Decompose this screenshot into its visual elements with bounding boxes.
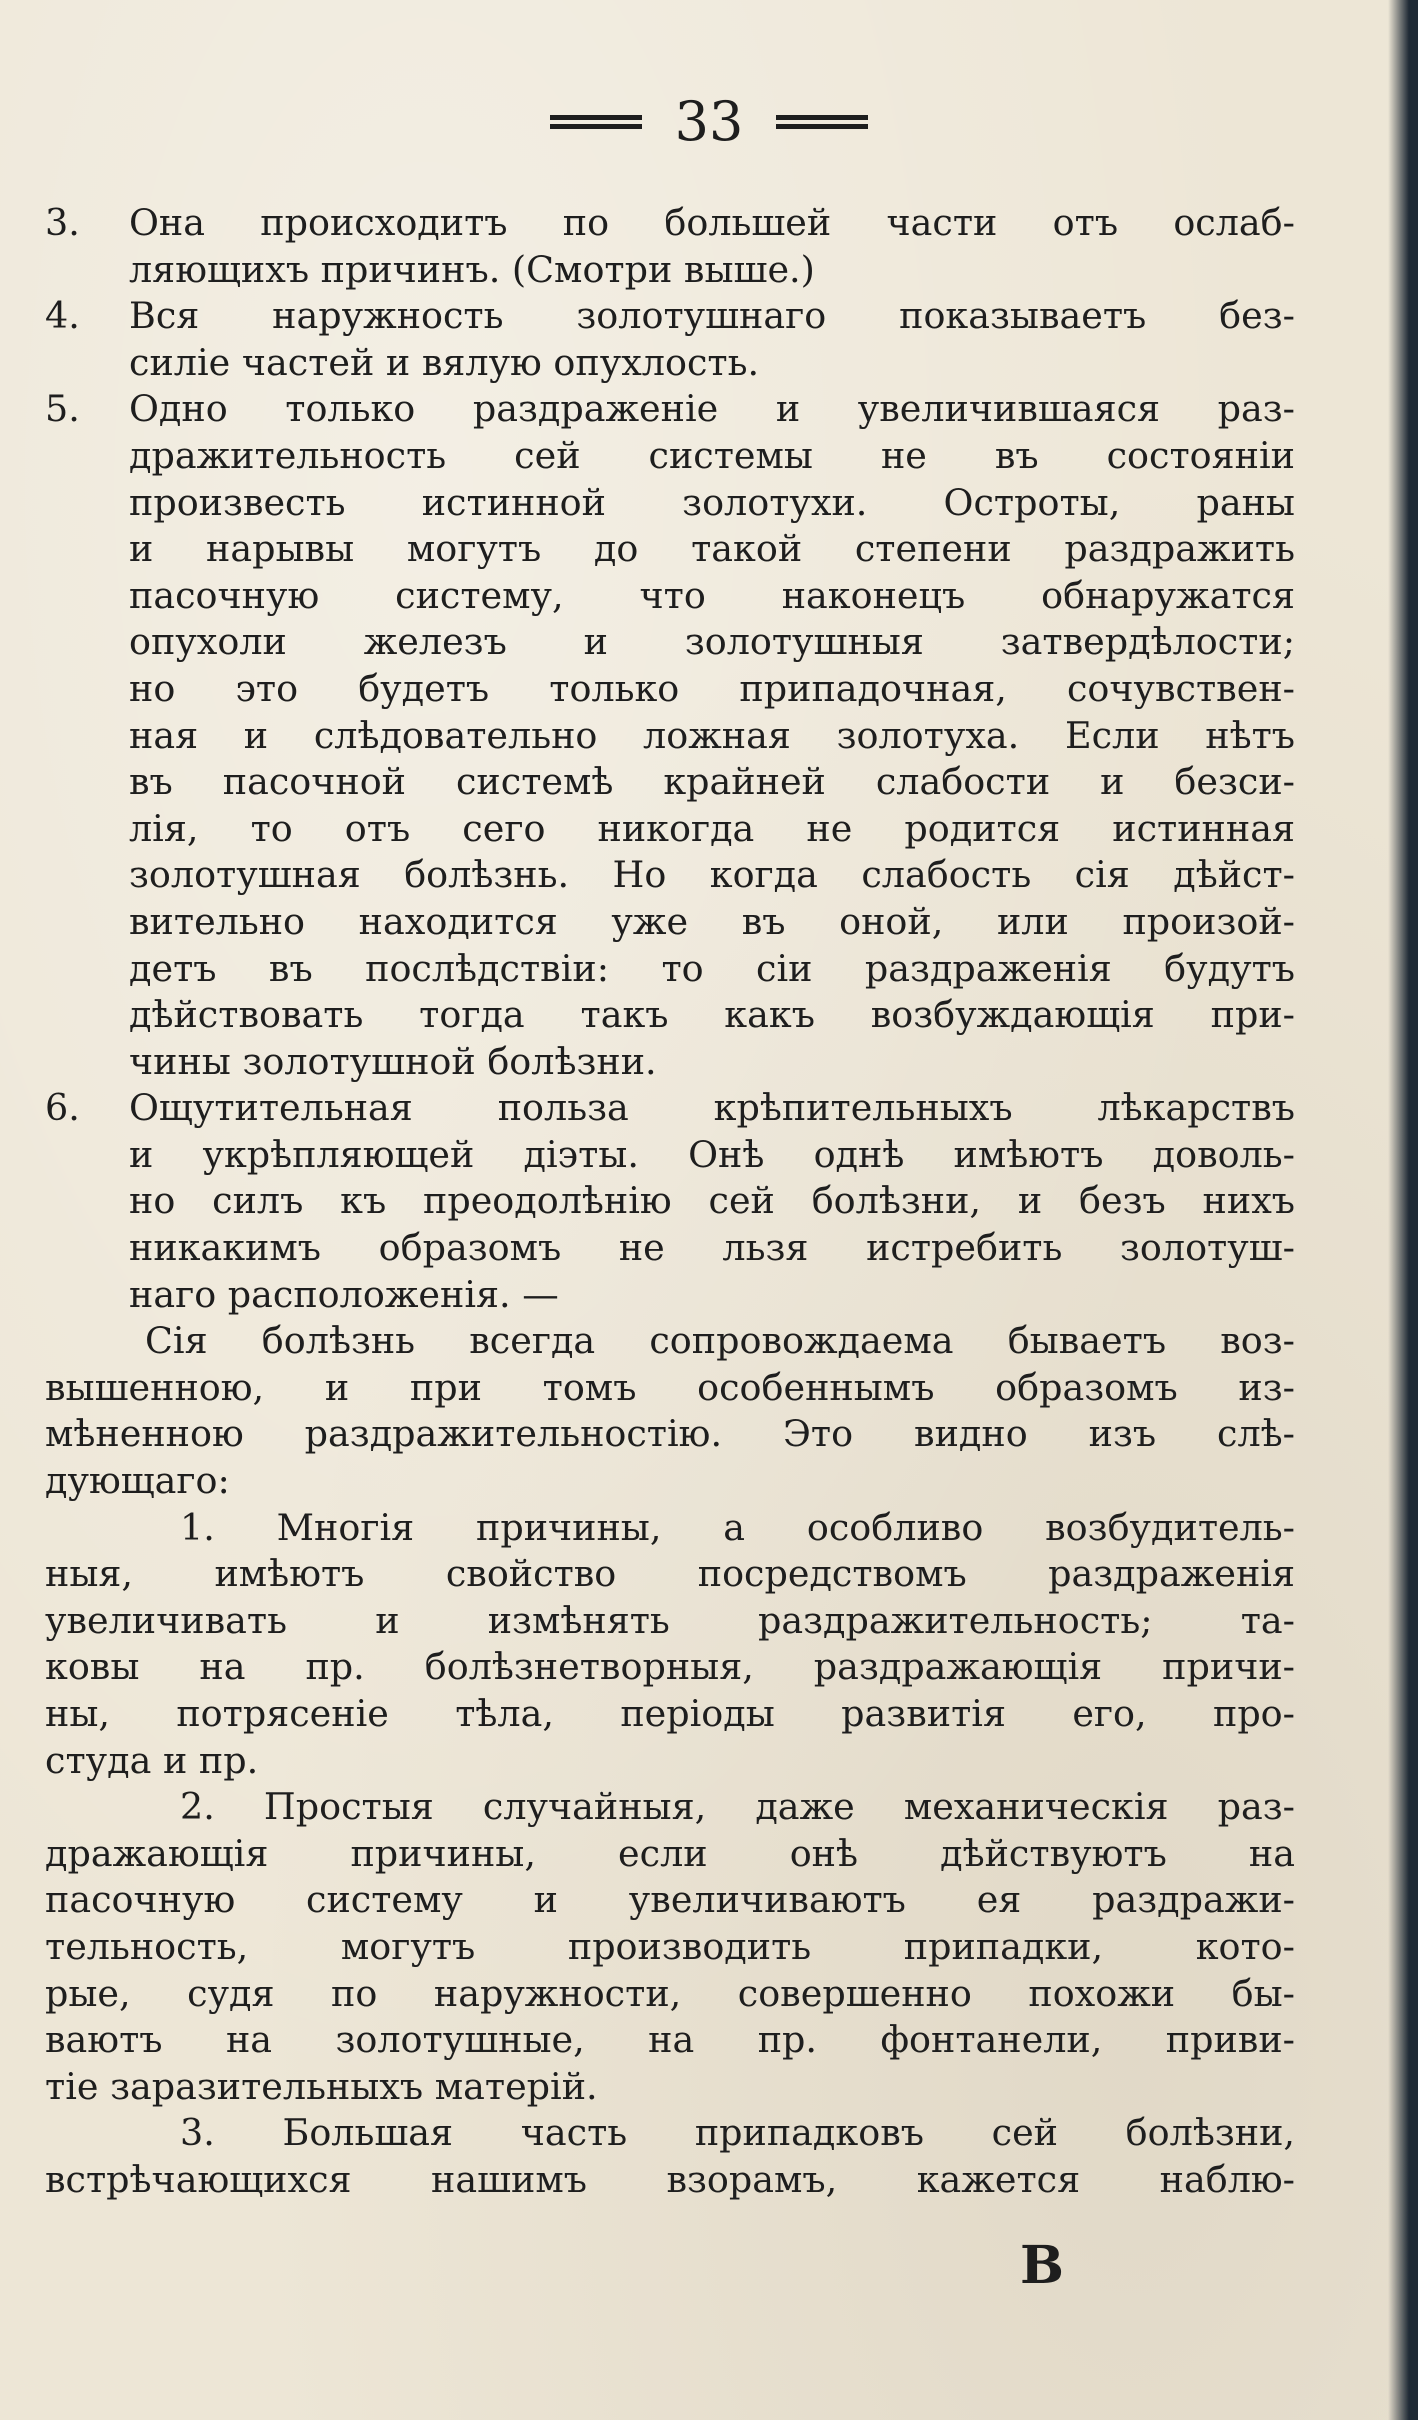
text-line (45, 386, 1295, 433)
text-line (45, 1738, 1295, 1785)
text-line (45, 1272, 1295, 1319)
line-text: чины золотушной болѣзни. (129, 1039, 657, 1083)
line-text: вышенною, и при томъ особеннымъ образомъ из- (45, 1365, 1295, 1409)
text-line (45, 1877, 1295, 1924)
text-line (45, 526, 1295, 573)
line-text: ныя, имѣютъ свойство посредствомъ раздраженія (45, 1552, 1295, 1596)
line-text: наго расположенія. — (129, 1272, 559, 1316)
text-line (45, 1551, 1295, 1598)
line-text: пасочную систему и увеличиваютъ ея раздражи- (45, 1878, 1295, 1922)
text-line (45, 1085, 1295, 1132)
line-text: мѣненною раздражительностію. Это видно изъ слѣ- (45, 1412, 1295, 1456)
line-text: пасочную систему, что наконецъ обнаружатся (129, 573, 1295, 617)
text-line (45, 200, 1295, 247)
line-text: тіе заразительныхъ матерій. (45, 2064, 598, 2108)
text-line (45, 852, 1295, 899)
text-line (45, 1411, 1295, 1458)
text-line (45, 1924, 1295, 1971)
text-line (45, 1598, 1295, 1645)
item-number: 5. (45, 387, 80, 431)
line-text: ляющихъ причинъ. (Смотри выше.) (129, 247, 815, 291)
header-rule-left (550, 115, 642, 129)
signature-mark: B (1020, 2235, 1064, 2296)
line-text: Ощутительная польза крѣпительныхъ лѣкарствъ (129, 1086, 1295, 1130)
line-text: студа и пр. (45, 1738, 259, 1782)
text-line (45, 433, 1295, 480)
line-text: произвесть истинной золотухи. Остроты, раны (129, 480, 1295, 524)
line-text: дражительность сей системы не въ состояніи (129, 433, 1295, 477)
line-text: но это будетъ только припадочная, сочувствен- (129, 666, 1295, 710)
text-line (45, 480, 1295, 527)
text-line (45, 340, 1295, 387)
text-line (45, 1691, 1295, 1738)
line-text: увеличивать и измѣнять раздражительность; та- (45, 1598, 1295, 1642)
line-text: дующаго: (45, 1459, 230, 1503)
text-line (45, 619, 1295, 666)
line-text: детъ въ послѣдствіи: то сіи раздраженія будутъ (129, 946, 1295, 990)
item-number: 4. (45, 294, 80, 338)
text-line (45, 1784, 1295, 1831)
line-text: но силъ къ преодолѣнію сей болѣзни, и безъ нихъ (129, 1179, 1295, 1223)
line-text: Вся наружность золотушнаго показываетъ без- (129, 294, 1295, 338)
line-text: опухоли железъ и золотушныя затвердѣлости; (129, 620, 1295, 664)
text-line (45, 1132, 1295, 1179)
line-text: дражающія причины, если онѣ дѣйствуютъ на (45, 1831, 1295, 1875)
text-line (45, 2017, 1295, 2064)
item-number: 6. (45, 1086, 80, 1130)
line-text: дѣйствовать тогда такъ какъ возбуждающія при- (129, 993, 1295, 1037)
text-line (45, 759, 1295, 806)
line-text: въ пасочной системѣ крайней слабости и безси- (129, 760, 1295, 804)
text-line (45, 2064, 1295, 2111)
line-text: 1. Многія причины, а особливо возбудитель- (180, 1505, 1295, 1549)
text-line (45, 1178, 1295, 1225)
line-text: лія, то отъ сего никогда не родится истинная (129, 806, 1295, 850)
line-text: Она происходитъ по большей части отъ ослаб- (129, 201, 1295, 244)
line-text: ны, потрясеніе тѣла, періоды развитія его, про- (45, 1692, 1295, 1735)
text-line (45, 1831, 1295, 1878)
text-line (45, 2110, 1295, 2157)
line-text: Одно только раздраженіе и увеличившаяся раз- (129, 387, 1295, 431)
text-line (45, 293, 1295, 340)
text-line (45, 1039, 1295, 1086)
text-line (45, 1365, 1295, 1412)
text-line (45, 1505, 1295, 1552)
item-number: 3. (45, 201, 80, 244)
line-text: никакимъ образомъ не льзя истребить золотуш- (129, 1226, 1295, 1270)
text-line (45, 806, 1295, 853)
line-text: встрѣчающихся нашимъ взорамъ, кажется наблю- (45, 2157, 1295, 2201)
text-line (45, 946, 1295, 993)
text-line (45, 1225, 1295, 1272)
line-text: и нарывы могутъ до такой степени раздражить (129, 527, 1295, 571)
page-header (0, 90, 1418, 165)
line-text: 2. Простыя случайныя, даже механическія раз- (180, 1785, 1295, 1829)
line-text: золотушная болѣзнь. Но когда слабость сія дѣйст- (129, 853, 1295, 897)
text-line (45, 666, 1295, 713)
text-line (45, 573, 1295, 620)
text-line (45, 899, 1295, 946)
line-text: ковы на пр. болѣзнетворныя, раздражающія причи- (45, 1645, 1295, 1689)
page-text (45, 200, 1295, 2204)
text-line (45, 1318, 1295, 1365)
line-text: вительно находится уже въ оной, или произой- (129, 899, 1295, 943)
line-text: и укрѣпляющей діэты. Онѣ однѣ имѣютъ доволь- (129, 1132, 1295, 1176)
header-rule-right (776, 115, 868, 129)
text-line (45, 1644, 1295, 1691)
line-text: 3. Большая часть припадковъ сей болѣзни, (180, 2111, 1295, 2155)
line-text: ная и слѣдовательно ложная золотуха. Если нѣтъ (129, 713, 1295, 757)
text-line (45, 1458, 1295, 1505)
line-text: Сія болѣзнь всегда сопровождаема бываетъ воз- (145, 1319, 1295, 1363)
text-line (45, 2157, 1295, 2204)
text-line (45, 247, 1295, 294)
line-text: силіе частей и вялую опухлость. (129, 340, 760, 384)
text-line (45, 1971, 1295, 2018)
page-number: 33 (674, 90, 744, 153)
text-line (45, 713, 1295, 760)
line-text: рые, судя по наружности, совершенно похожи бы- (45, 1971, 1295, 2015)
line-text: тельность, могутъ производить припадки, кото- (45, 1924, 1295, 1968)
text-line (45, 992, 1295, 1039)
line-text: ваютъ на золотушные, на пр. фонтанели, приви- (45, 2018, 1295, 2062)
